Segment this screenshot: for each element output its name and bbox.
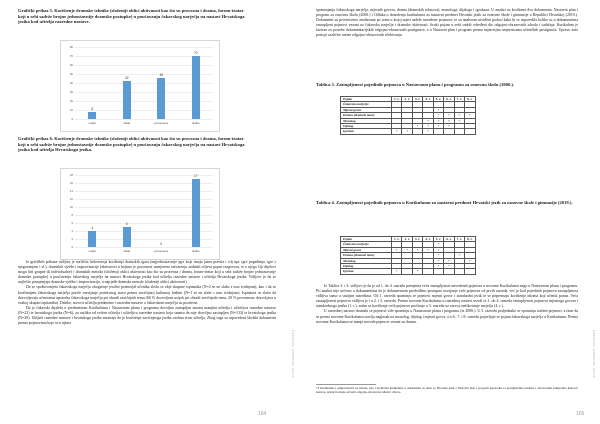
left-page-number: 164	[258, 411, 267, 417]
table4-row	[341, 269, 476, 274]
chart2-x-category: rijetko	[192, 249, 200, 253]
table4-cell: +	[402, 247, 412, 252]
table4	[340, 236, 476, 275]
chart2-y-tick-label: 6	[71, 221, 73, 225]
table3-header-cell: 4. r.	[423, 97, 433, 102]
chart2-data-label: 17	[193, 174, 198, 178]
chart1-y-tick-label: 40	[69, 81, 73, 85]
right-paragraph-1: Iz Tablice 3. i 4. vidljivo je da je od 1. do 4. razreda primjetna veća zastupljenost navedenih pojmova u novome Kurikulumu nego u Nastavnom planu i programu. Pri analizi nije uočeno u dokumentima da je dokumentom predviđeno postupno usvajanje svih pojmova od prvih razreda, već je kod pojedinih pojmova zastupljenost vidljiva samo u starijim razredima. Od 1. razreda spominju se pojmovi mjesni govor i standardni jezik te se pripremaju korištenje idioma koji učenik pozna. Veća zastupljenost pojmova vidljiva je i u 2. i 3. razredu. Prema novome Kurikulumu u razrednoj nastavi uvodi se 1. do 4. razreda zastupljenost pojmova mjesnoga govora i standardnoga jezika (1. r.), zatim se korištenje ovih pojmova proširuje u 3. razredu uz razvoj razlikovanje narječja (4. r.).	[316, 284, 578, 309]
table4-cell: +	[444, 258, 454, 263]
table3-cell: Drama (dramski tekst)	[341, 113, 392, 118]
chart1-x-category: povremeno	[154, 121, 169, 125]
table4-cell: Čakavsko narječje	[341, 242, 392, 247]
table3-cell: +	[423, 129, 433, 134]
chart1-gridline	[75, 119, 213, 120]
table4-cell: +	[454, 253, 464, 258]
chart2-x-category: uvijek	[88, 249, 96, 253]
chart1-title: Grafički prikaz 5. Korištenje dramske tehnike (složeniji oblici aktivnosti kao što su procesna i drama, forum-teatar koji u sebi sadrže brojne jednostavnije dramske postupke) u poučavanju čakavskog narječja na nastavi Hrvatskoga jezika kod učitelja razredne nastave.	[18, 8, 245, 25]
table3-cell: +	[402, 129, 412, 134]
chart2-y-tick-label: 12	[69, 197, 73, 201]
table3-header-cell: 3. r.	[412, 97, 422, 102]
left-paragraph-2: Da se spoštovanjem čakavskoga narječja obogaćuje jezični potencijal učenika složu se obje skupine ispitanika (N=2 se ne slažu s tom tvrdnjom), kao i da se korištenjem čakavskoga narječja potiče razvijanje pozitivnog stava prema zavičajnoj kulturnoj baštini (N=1 se ne slaže s tom tvrdnjom). Ispitanici se slažu da dozvoljavaju učenicima upotrebu čakavskoga narječja pri obradi zavičajnih tema (60 % dozvoljava uvijek pri obradi zavičajnih tema, 20 % povremeno dozvoljava u svakoj skupini ispitanika). Daleke, stavovi učitelja predmetne i razredne nastave o čakavskom narječju su pozitivni.	[18, 285, 276, 305]
table3-cell: +	[433, 107, 443, 112]
table4-cell: +	[392, 269, 402, 274]
table3-cell: +	[392, 129, 402, 134]
chart1-bar	[157, 78, 165, 119]
chart1-data-label: 70	[193, 51, 198, 55]
table4-header-cell: 8. r.	[465, 237, 475, 242]
chart2-title: Grafički prikaz 6. Korištenje dramske tehnike (složeniji oblici aktivnosti kao što su procesna i drama, forum-teatar koji u sebi sadrže brojne jednostavnije dramske postupke) u poučavanju čakavskog narječja na nastavi Hrvatskoga jezika kod učitelja Hrvatskoga jezika.	[18, 136, 245, 153]
table4-cell: +	[412, 247, 422, 252]
chart1-x-category: rijetko	[192, 121, 200, 125]
right-page-number: 165	[576, 411, 585, 417]
chart1-y-tick-label: 70	[69, 54, 73, 58]
table4-cell: +	[412, 269, 422, 274]
table4-cell	[423, 269, 433, 274]
right-paragraph-2: U razrednoj nastavi dramski se pojmovi više spominju u Nastavnom planu i programu (iz 2006.). U 5. razredu podjednako se spominju traženi pojmovi, a time da se prema novome Kurikulumu stavlja naglasak na monolog, dijalog i mjesni govor, a u 6., 7. i 8. razredu pojavljuje se pojam čakavskoga narječja u Kurikulumu. Prema novome Kurikulumu se manje navode pojmovi vezani uz dramu.	[316, 309, 578, 324]
chart2-x-category: povremeno	[154, 249, 169, 253]
table4-cell: +	[423, 247, 433, 252]
right-intro: spominjanja čakavskoga narječja, mjesnih govora, drama (dramskih tekstova), monologa, dijaloga i igrokaza. U analizi su korištena dva dokumenta: Nastavni plan i program za osnovnu školu (2006.) i Odluka o donošenju kurikuluma za nastavni predmet Hrvatski jezik za osnovne škole i gimnazije u Republici Hrvatskoj (2019.). Dokumenti su prvenstveno analizirani po tome u kojoj mjeri sadrže navedene pojmove, te su analizom utvrđeni podaci kako bi se usporedila koliko su u dokumentima zastupljeni pojmovi vezani uz čakavsko narječje i dramske aktivnosti. Svaki pojam u sebi sadrži određeni dio odgojno-obrazovnih ishoda i sadržaja. Kurikulum je kreiran za potrebe dokumentacijskih odgojno-obrazovnih postignuća, a u Nastavni plan i program prema najnovijim smjernicama učeničkih postignuća. Upravo zato postoje različite razine odgojno-obrazovnih očekivanja.	[316, 8, 578, 38]
chart1-y-tick-label: 50	[69, 72, 73, 76]
table4-header-cell: 3. r.	[412, 237, 422, 242]
table3-cell	[444, 129, 454, 134]
table4-cell: +	[433, 258, 443, 263]
chart2-y-tick-label: 10	[69, 205, 73, 209]
chart2-data-label: 4	[91, 226, 94, 230]
table4-cell	[402, 269, 412, 274]
table4-cell: +	[392, 247, 402, 252]
chart2-y-tick-label: 2	[71, 237, 73, 241]
table4-header-cell: 6. r.	[444, 237, 454, 242]
table3-cell: Mjesni govor	[341, 107, 392, 112]
table3-cell	[433, 129, 443, 134]
left-paragraph-3: Da je čakavski dijalekt u predmetnom Kurikulumu i Nastavnom planu i programu dovoljno zastupljen smatra manjina učitelja i učiteljica razredne nastave (N=23) te hrvatskoga jezika (N=6), za razliku od većine učitelja i učiteljica razredne nastave koja smatra da nije dovoljno zastupljen (N=133) te hrvatskoga jezika (N=28). Uključi razredne nastave i hrvatskoga jezika smatraju da je korištenje zavičajnoga jezika osobna stvar učitelja. Zbog toga su usporedeni školski dokumenti prema pojmovima koje se u njima	[18, 305, 276, 326]
table4-cell: +	[433, 264, 443, 269]
table4-cell: Dijalog	[341, 264, 392, 269]
chart2-y-tick-label: 0	[71, 245, 73, 249]
chart1-y-tick-label: 20	[69, 99, 73, 103]
table3-cell: +	[465, 113, 475, 118]
table4-cell	[444, 269, 454, 274]
chart1-bar	[192, 56, 200, 119]
table4-cell: +	[433, 247, 443, 252]
table3-cell: +	[412, 124, 422, 129]
left-body	[18, 260, 276, 326]
table3-cell: +	[454, 113, 464, 118]
chart2-bar	[192, 179, 200, 247]
table3-cell: Dijalog	[341, 124, 392, 129]
table3-cell: Čakavsko narječje	[341, 102, 392, 107]
table3-header-cell: 6. r.	[444, 97, 454, 102]
table4-cell: Igrokaz	[341, 269, 392, 274]
chart1-data-label: 46	[159, 72, 164, 77]
table4-cell: +	[433, 253, 443, 258]
table3-cell: +	[433, 124, 443, 129]
chart1	[60, 40, 220, 132]
table4-title: Tablica 4. Zastupljenost pojedinih pojmova u Kurikulumu za nastavni predmet Hrvatski jezik za osnovne škole i gimnazije (2019.).	[316, 200, 573, 205]
table3-title: Tablica 3. Zastupljenost pojedinih pojmova u Nastavnom planu i programu za osnovnu školu (2006.).	[316, 82, 515, 87]
chart2-y-tick-label: 18	[69, 173, 73, 177]
chart1-x-category: uvijek	[88, 121, 96, 125]
table3-header-cell: 7. r.	[454, 97, 464, 102]
chart2-bar	[88, 231, 96, 247]
table3-cell: +	[444, 124, 454, 129]
chart1-gridline	[75, 47, 213, 48]
table4-cell	[454, 269, 464, 274]
table3-cell: +	[444, 118, 454, 123]
footnote: 73 Kurikulum s usmjerenošću na ishode, kao i prethodni kurikulum, u dokumentu su tekst za Hrvatski jezik i Nastavni plan i program usporedni sa postignućima učenika i obrazovnim zahtjevima kakvoće nastave, učenici trebaju ostvariti odgojno-obrazovne ishode i ciljeve.	[316, 386, 578, 394]
table3	[340, 96, 476, 135]
table4-header-cell: 7. r.	[454, 237, 464, 242]
table3-cell: +	[433, 113, 443, 118]
chart1-y-tick-label: 60	[69, 63, 73, 67]
table4-cell: +	[465, 258, 475, 263]
table3-cell	[454, 129, 464, 134]
chart1-bar	[123, 81, 131, 119]
chart1-y-tick-label: 80	[69, 45, 73, 49]
chart2-data-label: 5	[125, 222, 128, 226]
table3-cell	[412, 129, 422, 134]
table3-cell: +	[433, 118, 443, 123]
table4-cell	[433, 269, 443, 274]
table3-cell: +	[444, 113, 454, 118]
table3-row	[341, 129, 476, 134]
chart1-y-tick-label: 0	[71, 117, 73, 121]
chart2-y-tick-label: 14	[69, 189, 73, 193]
table3-header-cell: 5. r.	[433, 97, 443, 102]
table3-header-cell: 2. r.	[402, 97, 412, 102]
right-side-label: ČAKAVSKI HRVATSKI JEZIK	[592, 330, 596, 378]
chart2-bar	[123, 227, 131, 247]
table3-cell: +	[454, 118, 464, 123]
chart2-y-tick-label: 16	[69, 181, 73, 185]
table4-header-cell: Pojam	[341, 237, 392, 242]
table4-cell: Monolog	[341, 258, 392, 263]
table4-header-cell: 5. r.	[433, 237, 443, 242]
chart2-y-tick-label: 8	[71, 213, 73, 217]
chart1-data-label: 8	[91, 106, 94, 111]
chart2-x-category: nikad	[123, 249, 131, 253]
chart2	[60, 168, 220, 260]
chart1-y-tick-label: 30	[69, 90, 73, 94]
table3-header-cell: 1. r.	[392, 97, 402, 102]
chart1-y-tick-label: 10	[69, 108, 73, 112]
chart2-gridline	[75, 247, 213, 248]
chart1-bar	[88, 112, 96, 119]
table3-header-cell: Pojam	[341, 97, 392, 102]
table4-header-cell: 4. r.	[423, 237, 433, 242]
chart2-data-label: 0	[160, 242, 163, 246]
table3-cell: +	[423, 118, 433, 123]
table3-cell	[465, 129, 475, 134]
right-page	[300, 0, 600, 424]
table4-header-cell: 1. r.	[392, 237, 402, 242]
left-paragraph-1: Iz grafičkih prikaza vidljiva je različita frekvencija korištenja dramskih igara (najjednostavnije igre koje imaju jasna pravila i cilj npr. igre pogađanja, igre s njegovanjem i sl.), dramskih vježbi i improvizacije (aktivnosti u kojima je pozornost usmjerena ostvarenju zadanih ciljeva poput razgovora, te o njega čiji dijelovi mogu biti grupne ili individualne) i dramskih metoda (složeniji oblici aktivnosti kao što su procesna i drama, forum-teatar koji u sebi sadrže brojne jednostavnije dramske postupke) u poučavanju čakavskog narječja na nastavi Hrvatskoga jezika kod učitelja razredne nastave i učitelja Hrvatskoga jezika. Vidljivo je da se najčešće primjenjuju dramske vježbe i improvizacije, a najrjeđe dramske metode (složeniji oblici aktivnosti).	[18, 260, 276, 285]
table4-cell: +	[444, 264, 454, 269]
right-body	[316, 284, 578, 325]
table4-cell: +	[433, 242, 443, 247]
chart2-y-tick-label: 4	[71, 229, 73, 233]
chart1-x-category: nikad	[123, 121, 131, 125]
table4-cell	[465, 269, 475, 274]
table3-cell: +	[423, 124, 433, 129]
table4-cell: Drama (dramski tekst)	[341, 253, 392, 258]
footnote-divider	[316, 384, 376, 385]
table4-header-cell: 2. r.	[402, 237, 412, 242]
left-side-label: ČAKAVSKI HRVATSKI JEZIK	[291, 330, 295, 378]
table3-header-cell: 8. r.	[465, 97, 475, 102]
table3-cell: Monolog	[341, 118, 392, 123]
table3-cell: Igrokaz	[341, 129, 392, 134]
chart1-data-label: 42	[124, 76, 129, 81]
table4-cell: Mjesni govor	[341, 247, 392, 252]
